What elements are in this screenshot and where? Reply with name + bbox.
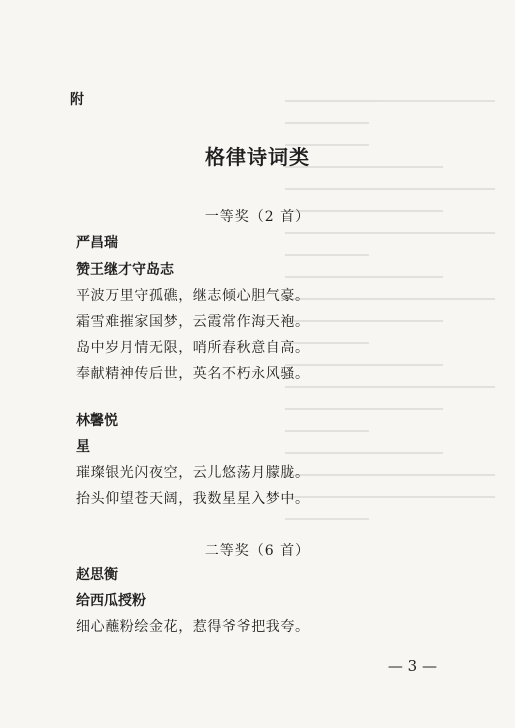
annex-label: 附 [70,92,84,108]
poem-author: 严昌瑞 [76,235,118,251]
poem-line: 霜雪难摧家国梦，云霞常作海天袍。 [76,314,310,330]
page-title: 格律诗词类 [205,145,310,169]
poem-line: 抬头仰望苍天阔，我数星星入梦中。 [76,491,310,507]
second-prize-heading: 二等奖（6 首） [204,543,311,559]
poem-line: 平波万里守孤礁，继志倾心胆气豪。 [76,288,310,304]
poem-author: 赵思衡 [76,567,118,583]
poem-author: 林馨悦 [76,413,118,429]
poem-line: 细心蘸粉绘金花，惹得爷爷把我夸。 [76,619,310,635]
poem-title: 给西瓜授粉 [76,593,146,609]
poem-line: 璀璨银光闪夜空，云儿悠荡月朦胧。 [76,465,310,481]
first-prize-heading: 一等奖（2 首） [204,209,311,225]
poem-line: 岛中岁月情无限，哨所春秋意自高。 [76,340,310,356]
poem-line: 奉献精神传后世，英名不朽永风骚。 [76,366,310,382]
poem-title: 赞王继才守岛志 [76,262,174,278]
poem-title: 星 [76,439,90,455]
page-number: — 3 — [387,657,437,675]
